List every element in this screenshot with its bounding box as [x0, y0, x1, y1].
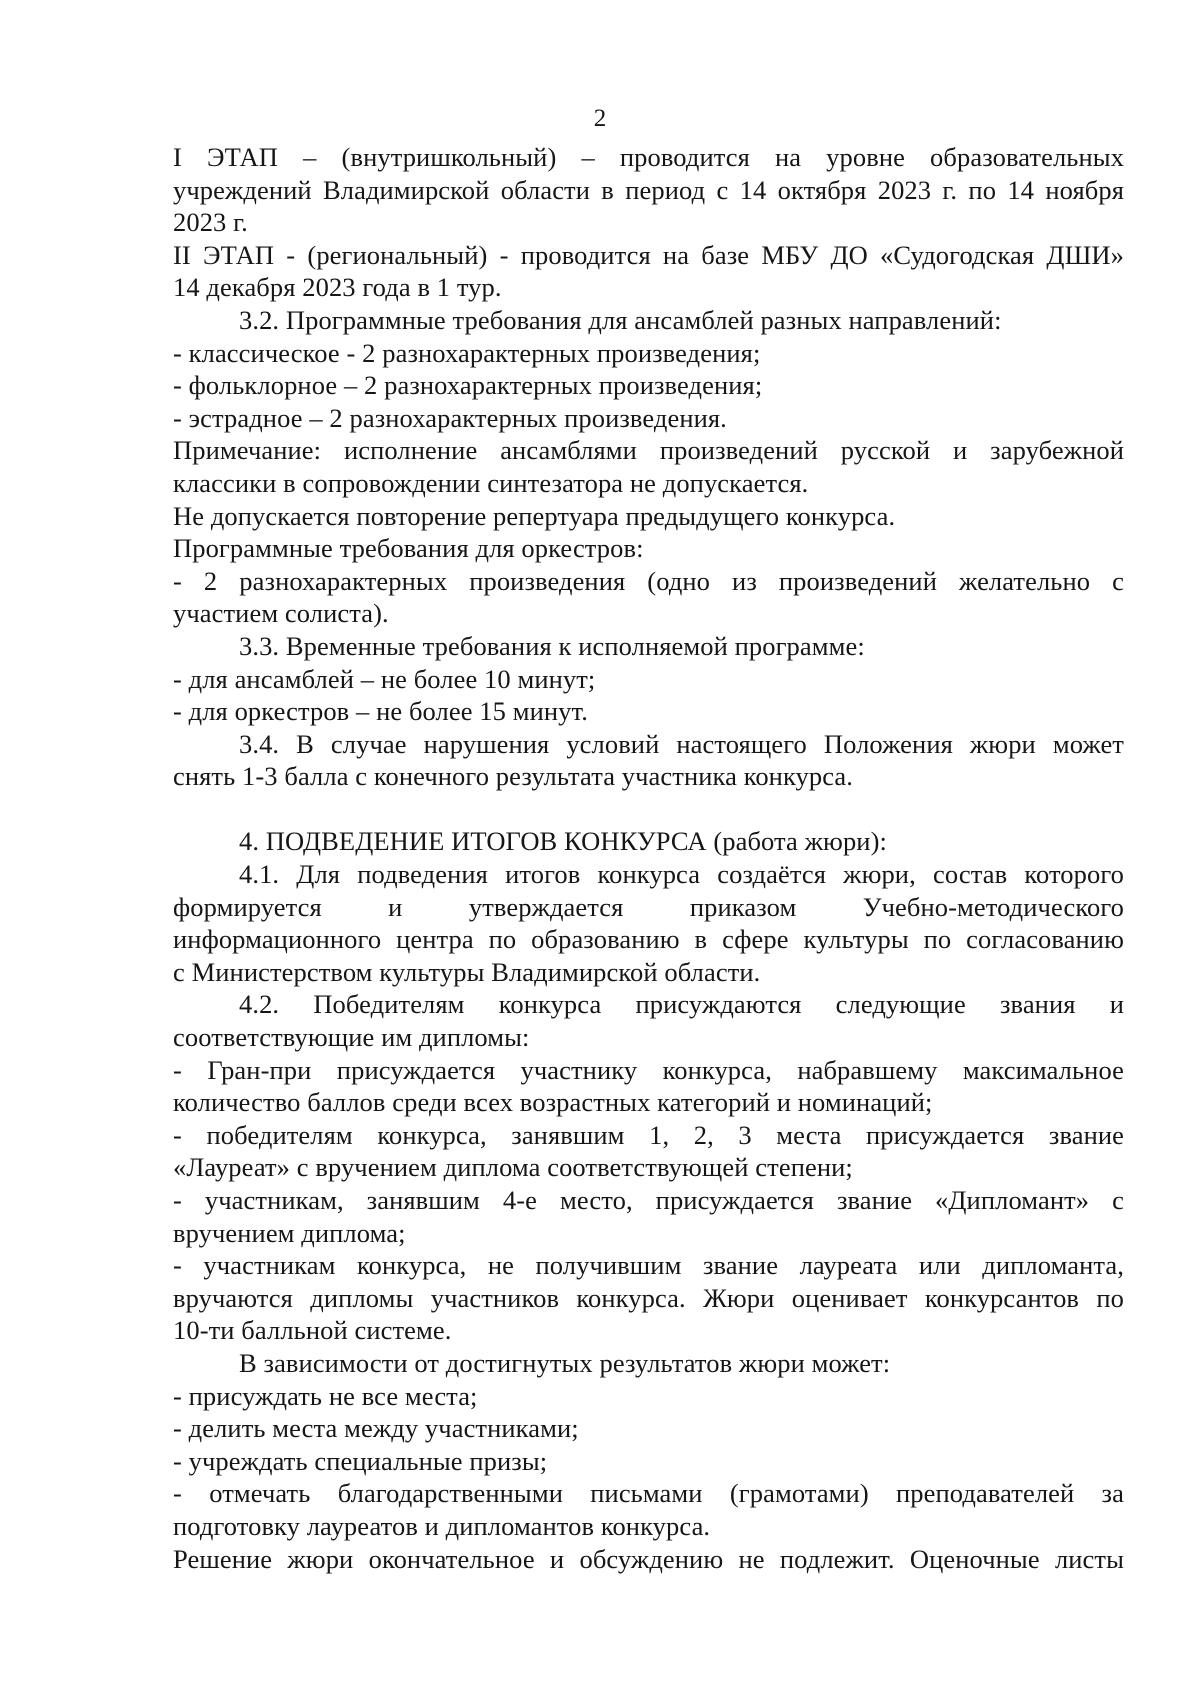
- section-4-1-line-3: информационного центра по образованию в сфере культуры по согласованию: [173, 924, 1124, 955]
- stage-1-line-3: 2023 г.: [173, 207, 248, 238]
- section-4-1-line-4: с Министерством культуры Владимирской области.: [173, 956, 761, 987]
- list-item-continuation: количество баллов среди всех возрастных категорий и номинаций;: [173, 1087, 933, 1118]
- jury-decision-line: Решение жюри окончательное и обсуждению не подлежит. Оценочные листы: [173, 1543, 1124, 1574]
- section-4-heading: 4. ПОДВЕДЕНИЕ ИТОГОВ КОНКУРСА (работа жюри):: [239, 826, 887, 857]
- page-number: 2: [593, 105, 607, 132]
- section-3-4-line-2: снять 1-3 балла с конечного результата участника конкурса.: [173, 761, 854, 792]
- list-item-continuation: вручением диплома;: [173, 1217, 406, 1248]
- section-3-3-heading: 3.3. Временные требования к исполняемой программе:: [239, 630, 865, 661]
- section-3-4-line-1: 3.4. В случае нарушения условий настоящего Положения жюри может: [239, 728, 1124, 759]
- list-item: - для оркестров – не более 15 минут.: [173, 696, 588, 727]
- stage-2-line-2: 14 декабря 2023 года в 1 тур.: [173, 272, 502, 303]
- list-item: - Гран-при присуждается участнику конкурса, набравшему максимальное: [173, 1054, 1124, 1085]
- section-4-2-line-1: 4.2. Победителям конкурса присуждаются следующие звания и: [239, 989, 1124, 1020]
- list-item: - 2 разнохарактерных произведения (одно из произведений желательно с: [173, 565, 1124, 596]
- list-item-continuation: участием солиста).: [173, 598, 389, 629]
- list-item: - эстрадное – 2 разнохарактерных произведения.: [173, 402, 727, 433]
- list-item: - отмечать благодарственными письмами (грамотами) преподавателей за: [173, 1478, 1124, 1509]
- stage-1-line-1: I ЭТАП – (внутришкольный) – проводится на уровне образовательных: [173, 142, 1124, 172]
- list-item-continuation: подготовку лауреатов и дипломантов конкурса.: [173, 1510, 711, 1541]
- list-item: - для ансамблей – не более 10 минут;: [173, 663, 596, 694]
- list-item: - фольклорное – 2 разнохарактерных произведения;: [173, 370, 763, 401]
- section-4-1-line-1: 4.1. Для подведения итогов конкурса создаётся жюри, состав которого: [239, 859, 1124, 890]
- note-line-1: Примечание: исполнение ансамблями произведений русской и зарубежной: [173, 435, 1124, 466]
- stage-2-line-1: II ЭТАП - (региональный) - проводится на базе МБУ ДО «Судогодская ДШИ»: [173, 239, 1124, 270]
- list-item: - классическое - 2 разнохарактерных произведения;: [173, 337, 761, 368]
- list-item: - победителям конкурса, занявшим 1, 2, 3 места присуждается звание: [173, 1119, 1124, 1150]
- paragraph-gap: [173, 793, 1124, 826]
- list-item: - присуждать не все места;: [173, 1380, 478, 1411]
- section-4-2-line-2: соответствующие им дипломы:: [173, 1022, 530, 1053]
- note-line-2: классики в сопровождении синтезатора не допускается.: [173, 467, 809, 498]
- document-body: [173, 141, 1124, 1575]
- list-item: - делить места между участниками;: [173, 1413, 579, 1444]
- list-item: - участникам конкурса, не получившим звание лауреата или дипломанта,: [173, 1250, 1124, 1281]
- list-item: - учреждать специальные призы;: [173, 1445, 548, 1476]
- section-4-1-line-2: формируется и утверждается приказом Учебно-методического: [173, 891, 1124, 922]
- repertoire-note: Не допускается повторение репертуара предыдущего конкурса.: [173, 500, 896, 531]
- stage-1-line-2: учреждений Владимирской области в период с 14 октября 2023 г. по 14 ноября: [173, 174, 1124, 205]
- orchestra-requirements-heading: Программные требования для оркестров:: [173, 533, 644, 564]
- list-item-continuation: «Лауреат» с вручением диплома соответствующей степени;: [173, 1152, 853, 1183]
- jury-rights-heading: В зависимости от достигнутых результатов жюри может:: [239, 1347, 891, 1378]
- section-3-2-heading: 3.2. Программные требования для ансамблей разных направлений:: [239, 304, 1002, 335]
- list-item: - участникам, занявшим 4-е место, присуждается звание «Дипломант» с: [173, 1185, 1124, 1215]
- list-item-continuation: 10-ти балльной системе.: [173, 1315, 452, 1346]
- list-item-continuation: вручаются дипломы участников конкурса. Жюри оценивает конкурсантов по: [173, 1282, 1124, 1313]
